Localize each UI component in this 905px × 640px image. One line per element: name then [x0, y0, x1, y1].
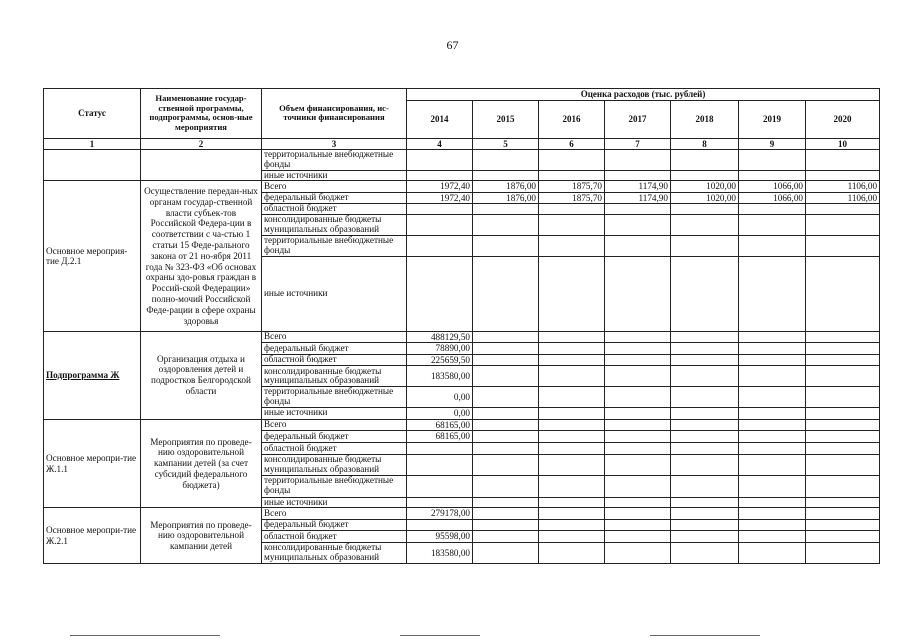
column-number: 8 [671, 138, 739, 150]
amount-cell [806, 343, 880, 355]
amount-cell [806, 366, 880, 387]
header-program-name: Наименование государ-ственной программы, подпрограммы, основ-ные мероприятия [141, 89, 262, 139]
amount-cell [539, 431, 605, 443]
amount-cell [473, 204, 539, 215]
funding-source: Всего [262, 508, 407, 520]
amount-cell [473, 519, 539, 530]
funding-source: консолидированные бюджеты муниципальных образований [262, 542, 407, 563]
amount-cell [671, 475, 739, 497]
amount-cell [739, 366, 806, 387]
amount-cell [739, 331, 806, 343]
amount-cell [473, 443, 539, 455]
funding-source: территориальные внебюджетные фонды [262, 235, 407, 256]
table-row [44, 150, 880, 171]
funding-source: областной бюджет [262, 443, 407, 455]
amount-cell [473, 215, 539, 236]
funding-source: территориальные внебюджетные фонды [262, 475, 407, 497]
amount-cell [806, 443, 880, 455]
status-cell [44, 181, 141, 332]
amount-cell [806, 150, 880, 171]
column-number: 9 [739, 138, 806, 150]
amount-cell [739, 256, 806, 331]
amount-cell: 1066,00 [739, 192, 806, 204]
status-cell [44, 150, 141, 181]
amount-cell [539, 204, 605, 215]
budget-table [43, 88, 880, 564]
amount-cell: 225659,50 [407, 354, 473, 366]
amount-cell [739, 215, 806, 236]
status-text: Подпрограмма Ж [46, 370, 120, 381]
amount-cell [739, 455, 806, 476]
page-number: 67 [446, 38, 459, 52]
column-number: 2 [141, 138, 262, 150]
amount-cell [671, 170, 739, 181]
amount-cell [806, 204, 880, 215]
amount-cell [806, 519, 880, 530]
amount-cell [671, 354, 739, 366]
table-row [44, 419, 880, 431]
amount-cell [407, 455, 473, 476]
amount-cell [671, 235, 739, 256]
header-year: 2016 [539, 100, 605, 138]
amount-cell [806, 215, 880, 236]
table-row [44, 508, 880, 520]
amount-cell [739, 235, 806, 256]
funding-source: федеральный бюджет [262, 343, 407, 355]
header-year: 2015 [473, 100, 539, 138]
table-body [44, 150, 880, 564]
funding-source: федеральный бюджет [262, 192, 407, 204]
header-year: 2019 [739, 100, 806, 138]
status-text: Основное меропри-тие Ж.1.1 [46, 453, 137, 474]
amount-cell [671, 497, 739, 508]
amount-cell [605, 366, 671, 387]
amount-cell [739, 204, 806, 215]
amount-cell [806, 497, 880, 508]
amount-cell [539, 331, 605, 343]
amount-cell [806, 331, 880, 343]
amount-cell [671, 508, 739, 520]
amount-cell [605, 530, 671, 542]
amount-cell [605, 343, 671, 355]
amount-cell [605, 419, 671, 431]
amount-cell [605, 387, 671, 408]
amount-cell: 1106,00 [806, 181, 880, 193]
amount-cell [473, 331, 539, 343]
amount-cell [605, 542, 671, 563]
amount-cell [605, 408, 671, 420]
amount-cell [671, 530, 739, 542]
funding-source: иные источники [262, 497, 407, 508]
column-number: 1 [44, 138, 141, 150]
column-number: 10 [806, 138, 880, 150]
amount-cell: 1106,00 [806, 192, 880, 204]
amount-cell: 1875,70 [539, 192, 605, 204]
amount-cell [806, 542, 880, 563]
status-cell [44, 419, 141, 508]
amount-cell [473, 508, 539, 520]
amount-cell [806, 387, 880, 408]
amount-cell [473, 419, 539, 431]
amount-cell [806, 455, 880, 476]
program-name-cell: Мероприятия по проведе-нию оздоровительной кампании детей (за счет субсидий федерального бюджета) [141, 419, 262, 508]
amount-cell [739, 150, 806, 171]
funding-source: областной бюджет [262, 530, 407, 542]
amount-cell [539, 256, 605, 331]
column-number: 3 [262, 138, 407, 150]
amount-cell [671, 331, 739, 343]
amount-cell [605, 497, 671, 508]
amount-cell: 183580,00 [407, 542, 473, 563]
amount-cell [671, 343, 739, 355]
amount-cell [605, 431, 671, 443]
header-year: 2014 [407, 100, 473, 138]
amount-cell [407, 443, 473, 455]
amount-cell [605, 150, 671, 171]
amount-cell [671, 408, 739, 420]
amount-cell [739, 170, 806, 181]
status-text: Основное мероприя-тие Д.2.1 [46, 245, 128, 267]
amount-cell [539, 443, 605, 455]
bottom-rule [70, 635, 220, 636]
amount-cell: 68165,00 [407, 419, 473, 431]
amount-cell: 183580,00 [407, 366, 473, 387]
amount-cell [539, 455, 605, 476]
amount-cell [739, 419, 806, 431]
amount-cell [671, 256, 739, 331]
column-number: 6 [539, 138, 605, 150]
amount-cell [539, 215, 605, 236]
funding-source: Всего [262, 419, 407, 431]
amount-cell [407, 497, 473, 508]
amount-cell [605, 508, 671, 520]
funding-source: Всего [262, 181, 407, 193]
status-cell [44, 331, 141, 419]
amount-cell [473, 475, 539, 497]
amount-cell [605, 204, 671, 215]
funding-source: консолидированные бюджеты муниципальных образований [262, 455, 407, 476]
amount-cell [671, 519, 739, 530]
amount-cell [605, 519, 671, 530]
amount-cell [806, 431, 880, 443]
amount-cell [671, 215, 739, 236]
program-name-cell: Мероприятия по проведе-нию оздоровительной кампании детей [141, 508, 262, 564]
amount-cell: 488129,50 [407, 331, 473, 343]
amount-cell [739, 443, 806, 455]
amount-cell [671, 387, 739, 408]
amount-cell [671, 419, 739, 431]
table-row [44, 181, 880, 193]
table-header [44, 89, 880, 150]
amount-cell [539, 408, 605, 420]
funding-source: консолидированные бюджеты муниципальных образований [262, 366, 407, 387]
column-number: 5 [473, 138, 539, 150]
amount-cell [806, 419, 880, 431]
header-status: Статус [44, 89, 141, 139]
amount-cell [671, 431, 739, 443]
amount-cell [605, 170, 671, 181]
amount-cell [605, 354, 671, 366]
program-name-cell: Осуществление передан-ных органам государ-ственной власти субъек-тов Российской Федера-ции в соответствии с ча-стью 1 статьи 15 Феде-рального закона от 21 но-ября 2011 года № 323-ФЗ «Об основах охраны здо-ровья граждан в Россий-ской Федерации» полно-мочий Российской Феде-рации в сфере охраны здоровья [141, 181, 262, 332]
funding-source: иные источники [262, 256, 407, 331]
amount-cell [739, 497, 806, 508]
amount-cell [539, 475, 605, 497]
amount-cell [605, 215, 671, 236]
amount-cell [671, 150, 739, 171]
amount-cell [539, 170, 605, 181]
funding-source: Всего [262, 331, 407, 343]
amount-cell [739, 542, 806, 563]
amount-cell [739, 530, 806, 542]
program-name-cell: Организация отдыха и оздоровления детей и подростков Белгородской области [141, 331, 262, 419]
amount-cell [539, 343, 605, 355]
amount-cell [605, 455, 671, 476]
bottom-rule [650, 635, 760, 636]
amount-cell [473, 235, 539, 256]
amount-cell [539, 366, 605, 387]
amount-cell [739, 475, 806, 497]
amount-cell [671, 366, 739, 387]
amount-cell [739, 387, 806, 408]
amount-cell [671, 443, 739, 455]
amount-cell [806, 170, 880, 181]
amount-cell [539, 530, 605, 542]
amount-cell: 1875,70 [539, 181, 605, 193]
amount-cell [605, 443, 671, 455]
amount-cell [671, 204, 739, 215]
amount-cell [671, 542, 739, 563]
amount-cell [473, 431, 539, 443]
amount-cell [539, 542, 605, 563]
amount-cell [539, 235, 605, 256]
funding-source: консолидированные бюджеты муниципальных образований [262, 215, 407, 236]
column-number: 4 [407, 138, 473, 150]
amount-cell: 1020,00 [671, 181, 739, 193]
amount-cell [473, 354, 539, 366]
funding-source: территориальные внебюджетные фонды [262, 150, 407, 171]
amount-cell [473, 455, 539, 476]
amount-cell: 279178,00 [407, 508, 473, 520]
amount-cell: 1972,40 [407, 192, 473, 204]
amount-cell [407, 170, 473, 181]
funding-source: федеральный бюджет [262, 431, 407, 443]
amount-cell: 1876,00 [473, 181, 539, 193]
status-cell [44, 508, 141, 564]
funding-source: иные источники [262, 408, 407, 420]
amount-cell [407, 150, 473, 171]
amount-cell [671, 455, 739, 476]
amount-cell [539, 354, 605, 366]
amount-cell [605, 331, 671, 343]
amount-cell [605, 475, 671, 497]
header-funding: Объем финансирования, ис-точники финансирования [262, 89, 407, 139]
amount-cell [473, 497, 539, 508]
column-number: 7 [605, 138, 671, 150]
program-name-cell [141, 150, 262, 181]
amount-cell [539, 387, 605, 408]
amount-cell: 68165,00 [407, 431, 473, 443]
amount-cell: 1972,40 [407, 181, 473, 193]
amount-cell [539, 419, 605, 431]
amount-cell [473, 387, 539, 408]
amount-cell: 1174,90 [605, 192, 671, 204]
status-text: Основное меропри-тие Ж.2.1 [46, 525, 137, 546]
amount-cell [539, 508, 605, 520]
amount-cell [739, 519, 806, 530]
funding-source: территориальные внебюджетные фонды [262, 387, 407, 408]
amount-cell [806, 508, 880, 520]
amount-cell [473, 408, 539, 420]
amount-cell: 1174,90 [605, 181, 671, 193]
amount-cell [473, 343, 539, 355]
amount-cell [473, 170, 539, 181]
amount-cell [473, 150, 539, 171]
amount-cell [806, 475, 880, 497]
amount-cell: 78890,00 [407, 343, 473, 355]
amount-cell [473, 530, 539, 542]
amount-cell [605, 235, 671, 256]
amount-cell [806, 256, 880, 331]
amount-cell [739, 354, 806, 366]
amount-cell [407, 519, 473, 530]
funding-source: областной бюджет [262, 354, 407, 366]
header-year: 2018 [671, 100, 739, 138]
amount-cell [473, 366, 539, 387]
column-number-row [44, 138, 880, 150]
amount-cell [407, 475, 473, 497]
funding-source: иные источники [262, 170, 407, 181]
amount-cell [407, 204, 473, 215]
table-row [44, 331, 880, 343]
amount-cell [407, 235, 473, 256]
amount-cell [806, 408, 880, 420]
amount-cell [407, 215, 473, 236]
amount-cell: 95598,00 [407, 530, 473, 542]
amount-cell [739, 408, 806, 420]
bottom-rule [400, 635, 480, 636]
amount-cell [739, 431, 806, 443]
amount-cell [473, 256, 539, 331]
header-year: 2020 [806, 100, 880, 138]
funding-source: областной бюджет [262, 204, 407, 215]
amount-cell [539, 519, 605, 530]
amount-cell [473, 542, 539, 563]
amount-cell [806, 354, 880, 366]
header-estimate: Оценка расходов (тыс. рублей) [407, 89, 880, 101]
amount-cell [539, 150, 605, 171]
funding-source: федеральный бюджет [262, 519, 407, 530]
amount-cell: 1066,00 [739, 181, 806, 193]
header-year: 2017 [605, 100, 671, 138]
amount-cell: 1876,00 [473, 192, 539, 204]
amount-cell [539, 497, 605, 508]
amount-cell [739, 508, 806, 520]
amount-cell: 1020,00 [671, 192, 739, 204]
amount-cell [407, 256, 473, 331]
amount-cell: 0,00 [407, 408, 473, 420]
amount-cell [605, 256, 671, 331]
amount-cell: 0,00 [407, 387, 473, 408]
amount-cell [806, 235, 880, 256]
amount-cell [739, 343, 806, 355]
amount-cell [806, 530, 880, 542]
